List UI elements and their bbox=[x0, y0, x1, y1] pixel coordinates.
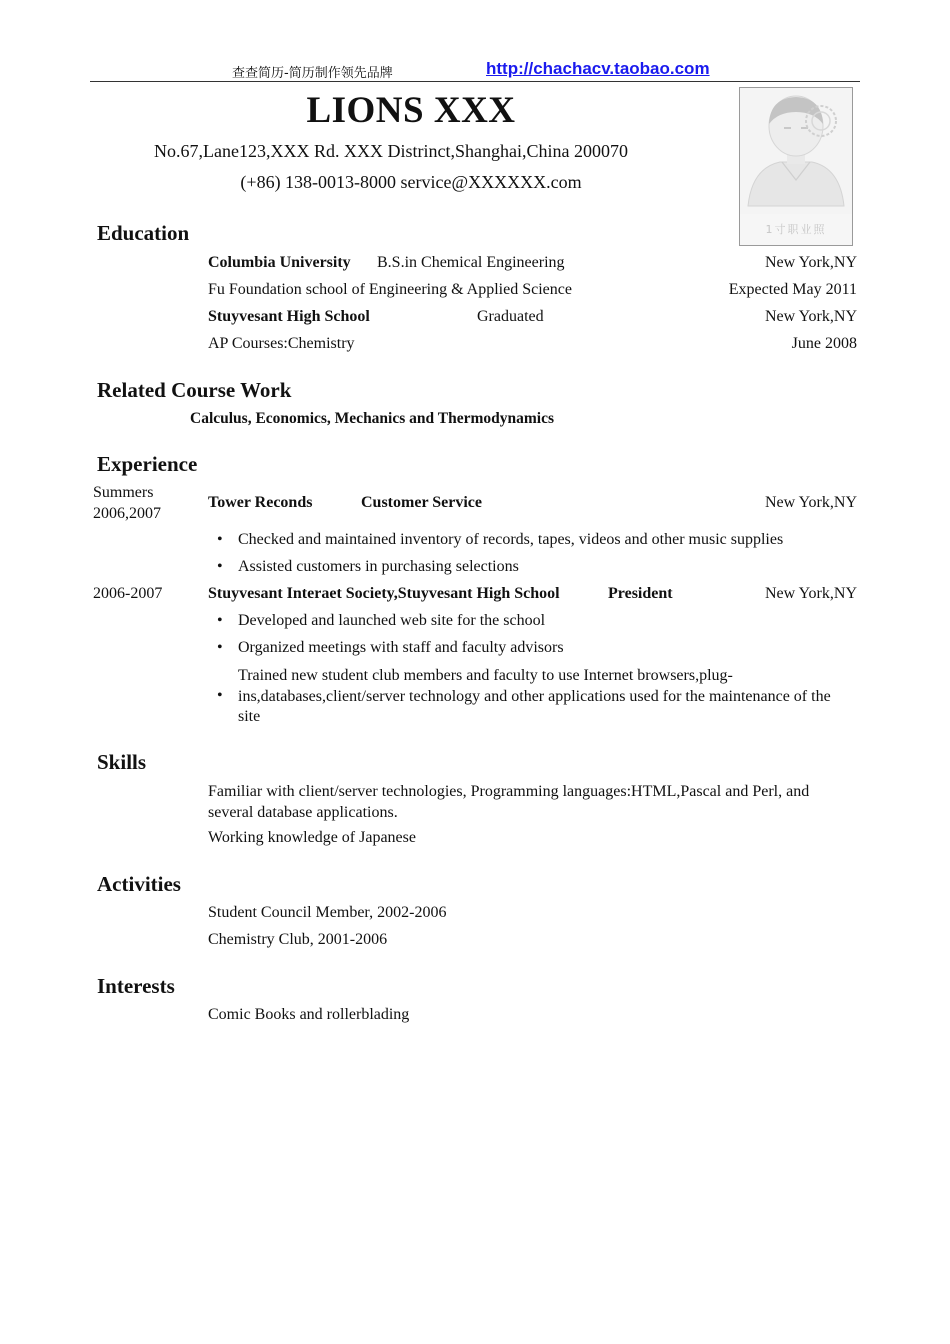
experience-2-bullet-2: Organized meetings with staff and faculty advisors bbox=[238, 639, 564, 656]
experience-period-2: 2006-2007 bbox=[93, 585, 163, 602]
activity-item-2: Chemistry Club, 2001-2006 bbox=[208, 931, 388, 948]
skill-item-2: Working knowledge of Japanese bbox=[208, 829, 416, 846]
bullet-icon: • bbox=[217, 687, 223, 704]
experience-2-bullet-1: Developed and launched web site for the school bbox=[238, 612, 546, 629]
education-line-4: AP Courses:Chemistry bbox=[208, 335, 355, 352]
bullet-icon: • bbox=[217, 531, 223, 548]
experience-org-1: Tower Reconds bbox=[208, 494, 313, 511]
experience-location-1: New York,NY bbox=[764, 494, 857, 511]
education-degree-3: Graduated bbox=[477, 308, 544, 325]
candidate-name: LIONS XXX bbox=[306, 90, 516, 131]
section-interests-heading: Interests bbox=[97, 974, 175, 998]
header-link[interactable]: http://chachacv.taobao.com bbox=[486, 59, 710, 78]
education-location-1: New York,NY bbox=[764, 254, 857, 271]
experience-period-1b: 2006,2007 bbox=[93, 505, 161, 522]
section-experience-heading: Experience bbox=[97, 452, 198, 476]
photo-caption: 1寸职业照 bbox=[765, 223, 827, 236]
section-education-heading: Education bbox=[97, 221, 190, 245]
bullet-icon: • bbox=[217, 639, 223, 656]
experience-1-bullet-1: Checked and maintained inventory of records, tapes, videos and other music supplies bbox=[238, 531, 784, 548]
education-location-3: New York,NY bbox=[764, 308, 857, 325]
coursework-list: Calculus, Economics, Mechanics and Thermodynamics bbox=[190, 410, 554, 427]
education-school-1: Columbia University bbox=[208, 254, 351, 271]
section-skills-heading: Skills bbox=[97, 750, 147, 774]
activity-item-1: Student Council Member, 2002-2006 bbox=[208, 904, 447, 921]
header-divider bbox=[90, 81, 860, 82]
experience-1-bullet-2: Assisted customers in purchasing selections bbox=[238, 558, 519, 575]
bullet-icon: • bbox=[217, 558, 223, 575]
contact-info: (+86) 138-0013-8000 service@XXXXXX.com bbox=[240, 172, 582, 192]
header-brand: 查查简历-简历制作领先品牌 bbox=[232, 66, 393, 81]
education-degree-1: B.S.in Chemical Engineering bbox=[377, 254, 565, 271]
experience-period-1a: Summers bbox=[93, 484, 154, 501]
address: No.67,Lane123,XXX Rd. XXX Distrinct,Shanghai,China 200070 bbox=[154, 141, 628, 161]
education-school-3: Stuyvesant High School bbox=[208, 308, 370, 325]
experience-org-2: Stuyvesant Interaet Society,Stuyvesant High School bbox=[208, 585, 560, 602]
section-coursework-heading: Related Course Work bbox=[97, 378, 292, 402]
experience-role-1: Customer Service bbox=[361, 494, 482, 511]
education-date-2: Expected May 2011 bbox=[728, 281, 857, 298]
education-date-4: June 2008 bbox=[791, 335, 857, 352]
section-activities-heading: Activities bbox=[97, 872, 181, 896]
experience-role-2: President bbox=[608, 585, 673, 602]
education-line-2: Fu Foundation school of Engineering & Applied Science bbox=[208, 281, 572, 298]
experience-2-bullet-3: Trained new student club members and faculty to use Internet browsers,plug-ins,databases,client/server technology and other applications used for the maintenance of the site bbox=[238, 667, 831, 725]
profile-photo bbox=[739, 87, 853, 246]
experience-location-2: New York,NY bbox=[764, 585, 857, 602]
skill-item-1: Familiar with client/server technologies, Programming languages:HTML,Pascal and Perl, and several database applications. bbox=[208, 783, 810, 821]
bullet-icon: • bbox=[217, 612, 223, 629]
interest-item-1: Comic Books and rollerblading bbox=[208, 1006, 410, 1023]
